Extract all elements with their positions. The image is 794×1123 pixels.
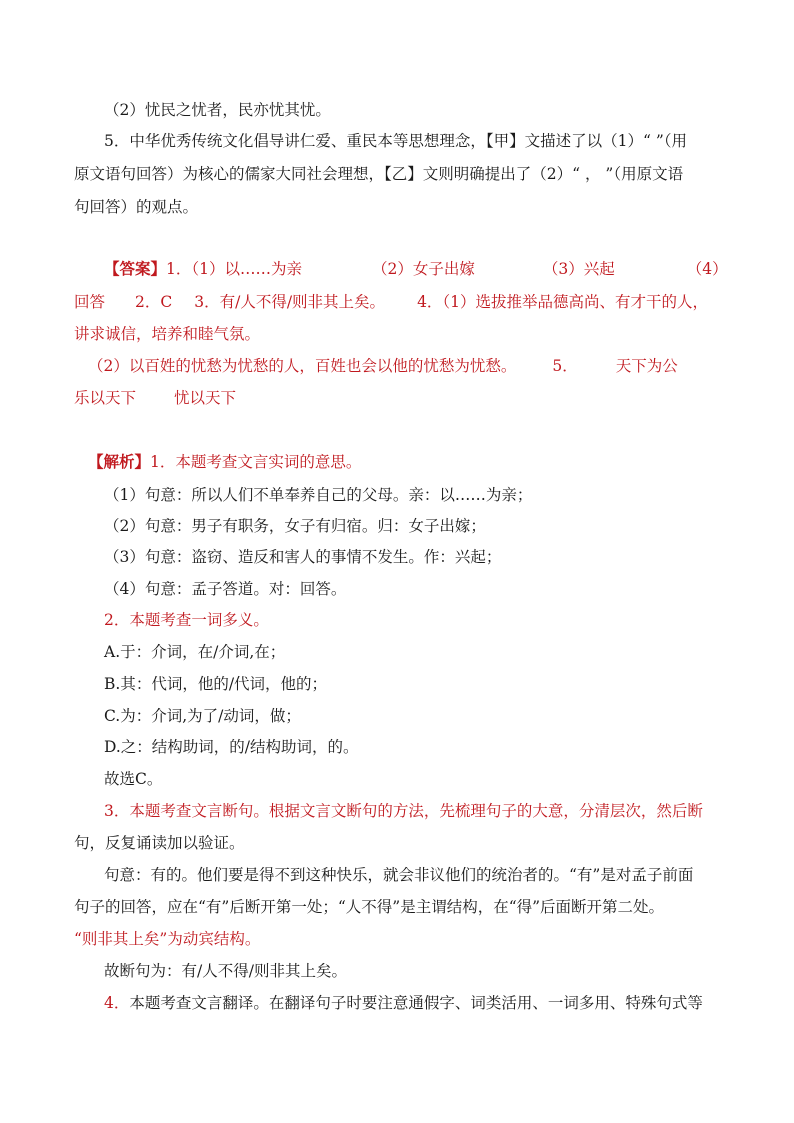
analysis-line11: 故选C。 (104, 770, 163, 788)
answer-line4 (88, 356, 678, 376)
answer-2: 2．C (135, 293, 173, 311)
analysis-tag: 【解析】 (88, 452, 151, 471)
analysis-line4: （3）句意：盗窃、造反和害人的事情不发生。作：兴起； (104, 548, 502, 566)
analysis-4-number: 4． (104, 994, 130, 1012)
answer-1-2: （2）女子出嫁 (372, 260, 475, 278)
analysis-4-text: 本题考查文言翻译。在翻译句子时要注意通假字、词类活用、一词多用、特殊句式等 (129, 994, 703, 1012)
analysis-line8: B.其：代词，他的/代词，他的； (104, 675, 328, 693)
analysis-line16: “则非其上矣”为动宾结构。 (74, 930, 261, 948)
answer-line3: 讲求诚信，培养和睦气氛。 (74, 325, 261, 343)
q5-line2: 原文语句回答）为核心的儒家大同社会理想，【乙】文则明确提出了（2）“ ， ”（用原文语 (74, 165, 684, 183)
answer-5: 5． (552, 357, 578, 375)
answer-line5 (74, 388, 236, 408)
answer-4-2: （2）以百姓的忧愁为忧愁的人，百姓也会以他的忧愁为忧愁。 (88, 357, 517, 375)
answer-5-2b: 忧以天下 (174, 389, 237, 407)
analysis-line13: 句，反复诵读加以验证。 (74, 834, 245, 852)
analysis-line14: 句意：有的。他们要是得不到这种快乐，就会非议他们的统治者的。“有”是对孟子前面 (104, 866, 694, 884)
answer-1-4-cont: 回答 (74, 293, 106, 311)
analysis-line1 (88, 452, 361, 472)
analysis-line18 (104, 993, 703, 1013)
analysis-line3: （2）句意：男子有职务，女子有归宿。归：女子出嫁； (104, 517, 486, 535)
analysis-line5: （4）句意：孟子答道。对：回答。 (104, 580, 347, 598)
answer-1-4: （4） (686, 260, 728, 278)
answer-3: 3．有/人不得/则非其上矣。 (194, 293, 386, 311)
analysis-line17: 故断句为：有/人不得/则非其上矣。 (104, 962, 347, 980)
answer-1-3: （3）兴起 (542, 260, 615, 278)
answer-line2 (74, 292, 708, 312)
analysis-line10: D.之：结构助词，的/结构助词，的。 (104, 738, 359, 756)
answer-tag: 【答案】 (104, 259, 167, 278)
answer-line1 (104, 259, 728, 279)
answer-4-1: 4．（1）选拔推举品德高尚、有才干的人， (417, 293, 709, 311)
analysis-line7: A.于：介词，在/介词,在； (104, 643, 286, 661)
answer-1-1: 1．（1）以……为亲 (166, 260, 302, 278)
analysis-line15: 句子的回答，应在“有”后断开第一处；“人不得”是主谓结构，在“得”后面断开第二处。 (74, 898, 665, 916)
analysis-line9: C.为：介词,为了/动词，做； (104, 707, 301, 725)
answer-5-2a: 乐以天下 (74, 389, 137, 407)
analysis-line6: 2．本题考查一词多义。 (104, 611, 269, 629)
analysis-1-title: 1．本题考查文言实词的意思。 (150, 453, 362, 471)
analysis-line12: 3．本题考查文言断句。根据文言文断句的方法，先梳理句子的大意，分清层次，然后断 (104, 802, 703, 820)
q5-line3: 句回答）的观点。 (74, 198, 199, 216)
q5-line1: 5．中华优秀传统文化倡导讲仁爱、重民本等思想理念，【甲】文描述了以（1）“ ”（用 (104, 132, 688, 150)
analysis-line2: （1）句意：所以人们不单奉养自己的父母。亲：以……为亲； (104, 486, 533, 504)
answer-5-1: 天下为公 (615, 357, 678, 375)
q4-sub2: （2）忧民之忧者，民亦忧其忧。 (104, 101, 331, 119)
